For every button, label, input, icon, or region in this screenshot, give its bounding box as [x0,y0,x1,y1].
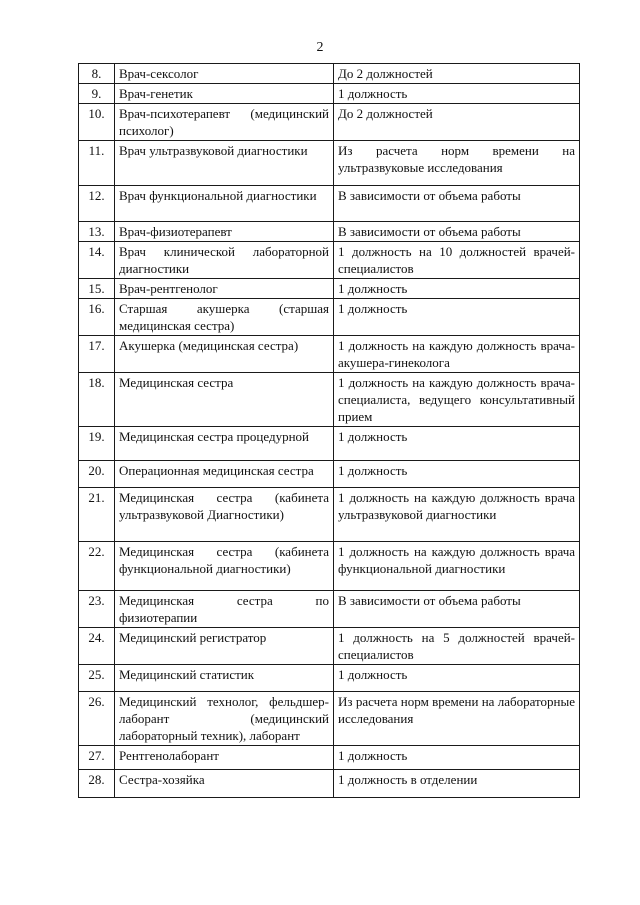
position-quantity: 1 должность [334,746,580,770]
table-row [79,336,580,373]
table-row [79,141,580,186]
staffing-table [78,63,580,798]
position-name: Операционная медицинская сестра [115,461,334,488]
table-row [79,542,580,591]
row-number: 20. [79,461,115,488]
position-quantity: 1 должность [334,427,580,461]
position-quantity: Из расчета норм времени на ультразвуковые исследования [334,141,580,186]
row-number: 28. [79,770,115,798]
position-name: Врач-сексолог [115,64,334,84]
position-name: Врач функциональной диагностики [115,186,334,222]
position-name: Акушерка (медицинская сестра) [115,336,334,373]
table-row [79,591,580,628]
position-name: Врач-психотерапевт (медицинский психолог) [115,104,334,141]
position-quantity: До 2 должностей [334,104,580,141]
page-number: 2 [316,40,324,55]
table-row [79,104,580,141]
row-number: 27. [79,746,115,770]
table-row [79,628,580,665]
position-name: Сестра-хозяйка [115,770,334,798]
table-row [79,427,580,461]
row-number: 21. [79,488,115,542]
position-quantity: 1 должность [334,84,580,104]
row-number: 19. [79,427,115,461]
position-name: Старшая акушерка (старшая медицинская сестра) [115,299,334,336]
position-quantity: 1 должность на 10 должностей врачей-специалистов [334,242,580,279]
position-quantity: 1 должность [334,299,580,336]
position-quantity: В зависимости от объема работы [334,222,580,242]
row-number: 10. [79,104,115,141]
position-name: Медицинская сестра процедурной [115,427,334,461]
table-row [79,84,580,104]
position-quantity: 1 должность на каждую должность врача ультразвуковой диагностики [334,488,580,542]
row-number: 15. [79,279,115,299]
row-number: 24. [79,628,115,665]
position-quantity: 1 должность на 5 должностей врачей-специалистов [334,628,580,665]
table-row [79,770,580,798]
row-number: 8. [79,64,115,84]
position-name: Медицинская сестра [115,373,334,427]
position-name: Врач-физиотерапевт [115,222,334,242]
position-name: Медицинский статистик [115,665,334,692]
position-name: Врач-рентгенолог [115,279,334,299]
table-row [79,186,580,222]
position-name: Медицинская сестра по физиотерапии [115,591,334,628]
position-quantity: 1 должность [334,665,580,692]
position-name: Врач-генетик [115,84,334,104]
table-row [79,488,580,542]
row-number: 25. [79,665,115,692]
row-number: 12. [79,186,115,222]
position-quantity: Из расчета норм времени на лабораторные исследования [334,692,580,746]
row-number: 13. [79,222,115,242]
position-quantity: 1 должность на каждую должность врача-акушера-гинеколога [334,336,580,373]
table-row [79,64,580,84]
row-number: 18. [79,373,115,427]
table-row [79,299,580,336]
table-row [79,373,580,427]
table-row [79,242,580,279]
table-row [79,746,580,770]
table-row [79,222,580,242]
table-row [79,665,580,692]
row-number: 16. [79,299,115,336]
position-name: Врач ультразвуковой диагностики [115,141,334,186]
row-number: 26. [79,692,115,746]
table-row [79,692,580,746]
position-quantity: В зависимости от объема работы [334,186,580,222]
row-number: 9. [79,84,115,104]
position-name: Медицинская сестра (кабинета функциональной диагностики) [115,542,334,591]
position-quantity: 1 должность [334,279,580,299]
row-number: 22. [79,542,115,591]
position-name: Медицинский технолог, фельдшер-лаборант (медицинский лабораторный техник), лаборант [115,692,334,746]
row-number: 17. [79,336,115,373]
table-row [79,461,580,488]
position-quantity: 1 должность в отделении [334,770,580,798]
position-quantity: В зависимости от объема работы [334,591,580,628]
table-row [79,279,580,299]
position-quantity: До 2 должностей [334,64,580,84]
position-name: Медицинская сестра (кабинета ультразвуковой Диагностики) [115,488,334,542]
row-number: 23. [79,591,115,628]
position-name: Врач клинической лабораторной диагностики [115,242,334,279]
position-quantity: 1 должность [334,461,580,488]
position-name: Рентгенолаборант [115,746,334,770]
row-number: 14. [79,242,115,279]
position-quantity: 1 должность на каждую должность врача-специалиста, ведущего консультативный прием [334,373,580,427]
position-quantity: 1 должность на каждую должность врача функциональной диагностики [334,542,580,591]
position-name: Медицинский регистратор [115,628,334,665]
row-number: 11. [79,141,115,186]
